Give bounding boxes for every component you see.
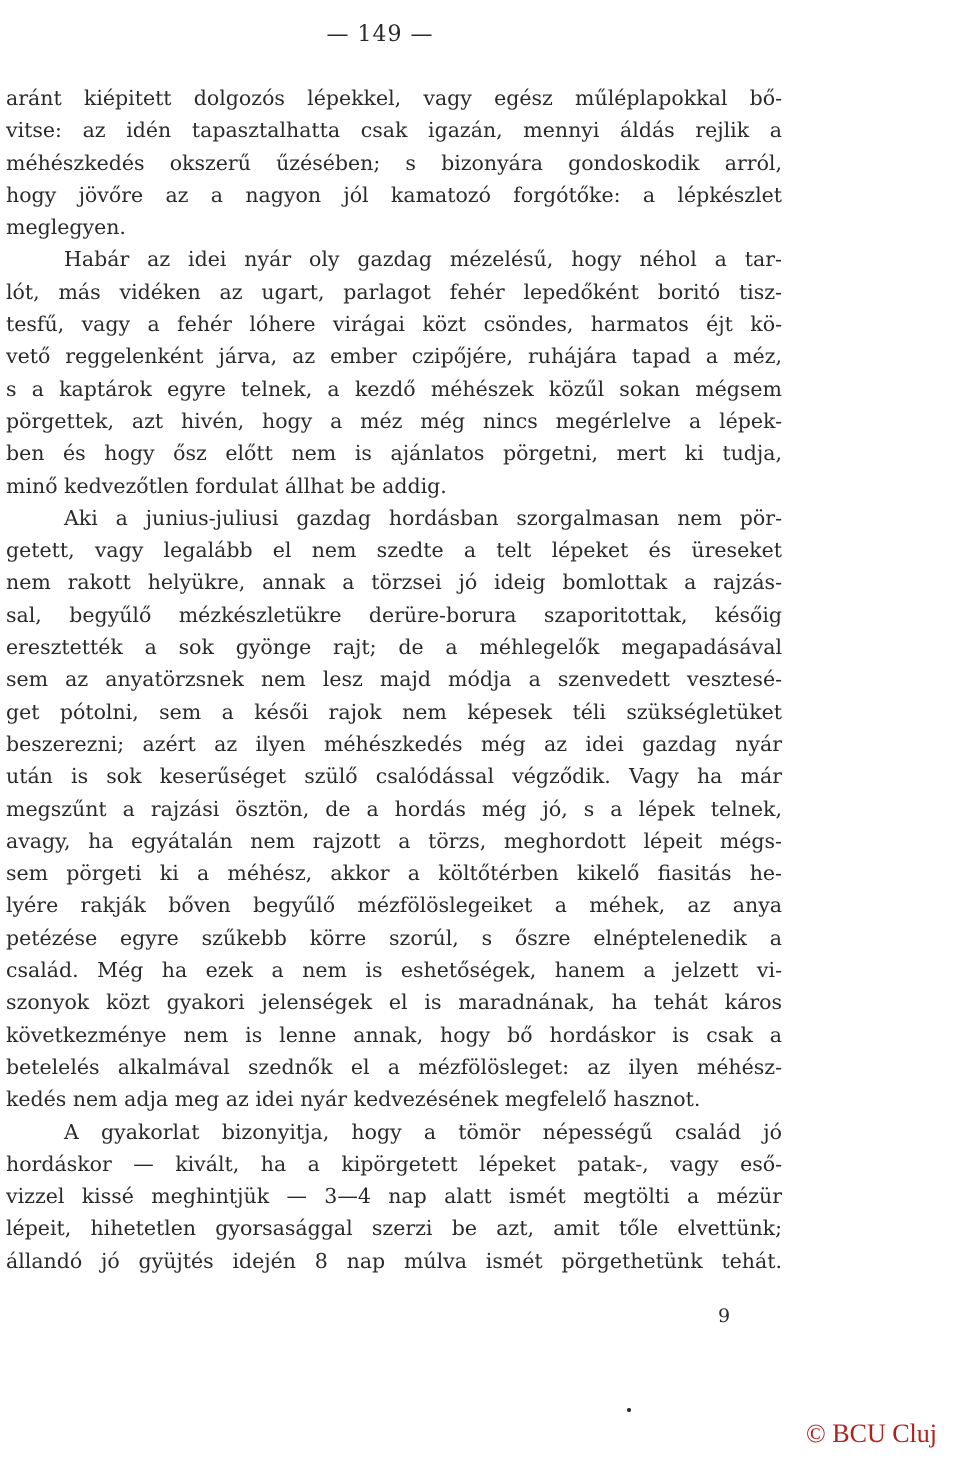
ink-dot (627, 1408, 631, 1412)
text-line: után is sok keserűséget szülő csalódással végződik. Vagy ha már (6, 764, 782, 789)
text-line: get pótolni, sem a késői rajok nem képesek téli szükségletüket (6, 699, 782, 724)
text-line: nem rakott helyükre, annak a törzsei jó ideig bomlottak a rajzás- (6, 570, 782, 595)
text-line: kedés nem adja meg az idei nyár kedvezésének megfelelő hasznot. (6, 1087, 701, 1112)
text-line: család. Még ha ezek a nem is eshetőségek, hanem a jelzett vi- (6, 958, 782, 983)
text-line: A gyakorlat bizonyitja, hogy a tömör népességű család jó (64, 1119, 782, 1144)
text-line: tesfű, vagy a fehér lóhere virágai közt csöndes, harmatos éjt kö- (6, 312, 782, 337)
text-line: sem az anyatörzsnek nem lesz majd módja a szenvedett vesztesé- (6, 667, 782, 692)
text-line: szonyok közt gyakori jelenségek el is maradnának, ha tehát káros (6, 990, 782, 1015)
text-line: Aki a junius-juliusi gazdag hordásban szorgalmasan nem pör- (64, 505, 782, 530)
text-line: következménye nem is lenne annak, hogy bő hordáskor is csak a (6, 1022, 782, 1047)
text-line: megszűnt a rajzási ösztön, de a hordás még jó, s a lépek telnek, (6, 796, 782, 821)
page-number: — 149 — (326, 22, 434, 47)
signature-mark: 9 (718, 1305, 731, 1327)
text-line: hordáskor — kivált, ha a kipörgetett lépeket patak-, vagy eső- (6, 1151, 782, 1176)
text-line: vető reggelenként járva, az ember czipőjére, ruhájára tapad a méz, (6, 344, 782, 369)
text-line: meglegyen. (6, 215, 126, 240)
text-line: beszerezni; azért az ilyen méhészkedés még az idei gazdag nyár (6, 731, 782, 756)
text-line: állandó jó gyüjtés idején 8 nap múlva ismét pörgethetünk tehát. (6, 1248, 782, 1273)
text-line: méhészkedés okszerű űzésében; s bizonyára gondoskodik arról, (6, 150, 782, 175)
text-line: s a kaptárok egyre telnek, a kezdő méhészek közűl sokan mégsem (6, 376, 782, 401)
text-line: vitse: az idén tapasztalhatta csak igazán, mennyi áldás rejlik a (6, 118, 782, 143)
text-line: ben és hogy ősz előtt nem is ajánlatos pörgetni, mert ki tudja, (6, 441, 782, 466)
text-line: eresztették a sok gyönge rajt; de a méhlegelők megapadásával (6, 635, 782, 660)
text-line: getett, vagy legalább el nem szedte a telt lépeket és üreseket (6, 538, 782, 563)
text-line: avagy, ha egyátalán nem rajzott a törzs, meghordott lépeit mégs- (6, 828, 782, 853)
text-line: minő kedvezőtlen fordulat állhat be addig. (6, 473, 447, 498)
text-line: pörgettek, azt hivén, hogy a méz még nincs megérlelve a lépek- (6, 408, 782, 433)
text-line: Habár az idei nyár oly gazdag mézelésű, hogy néhol a tar- (64, 247, 782, 272)
text-line: lépeit, hihetetlen gyorsasággal szerzi be azt, amit tőle elvettünk; (6, 1216, 782, 1241)
text-line: sem pörgeti ki a méhész, akkor a költőtérben kikelő fiasitás he- (6, 861, 782, 886)
text-line: vizzel kissé meghintjük — 3—4 nap alatt ismét megtölti a mézür (6, 1184, 782, 1209)
text-line: sal, begyűlő mézkészletükre derüre-borura szaporitottak, későig (6, 602, 782, 627)
text-line: hogy jövőre az a nagyon jól kamatozó forgótőke: a lépkészlet (6, 182, 782, 207)
text-line: aránt kiépitett dolgozós lépekkel, vagy egész műléplapokkal bő- (6, 86, 782, 110)
text-line: betelelés alkalmával szednők el a mézfölösleget: az ilyen méhész- (6, 1054, 782, 1079)
text-line: lyére rakják bőven begyűlő mézfölöslegeiket a méhek, az anya (6, 893, 782, 918)
text-line: lót, más vidéken az ugart, parlagot fehér lepedőként boritó tisz- (6, 279, 782, 304)
body-text (6, 82, 782, 1277)
library-watermark: © BCU Cluj (806, 1419, 938, 1448)
text-line: petézése egyre szűkebb körre szorúl, s őszre elnéptelenedik a (6, 925, 782, 950)
